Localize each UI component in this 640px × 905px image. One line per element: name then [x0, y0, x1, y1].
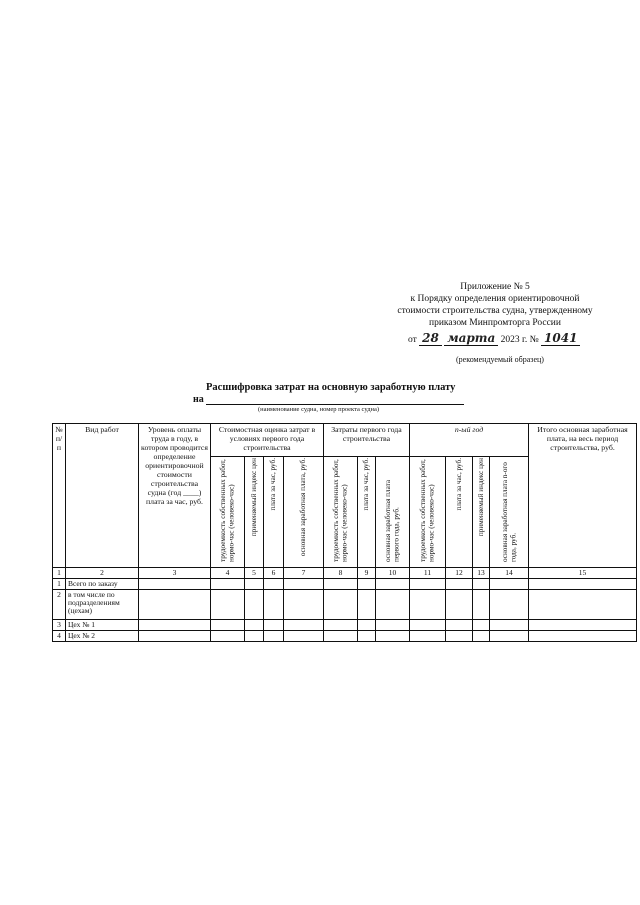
- table-cell: [473, 579, 490, 590]
- table-cell: [529, 579, 637, 590]
- table-cell: [529, 620, 637, 631]
- table-cell: [211, 631, 245, 642]
- table-cell: [473, 590, 490, 620]
- col-number: 8: [324, 568, 358, 579]
- row-number: 4: [53, 631, 66, 642]
- column-number-row: [53, 568, 637, 579]
- table-cell: [211, 590, 245, 620]
- table-cell: [376, 631, 410, 642]
- col-number: 2: [66, 568, 139, 579]
- row-label: Всего по заказу: [66, 579, 139, 590]
- table-cell: [211, 579, 245, 590]
- table-cell: [410, 579, 446, 590]
- table-cell: [490, 631, 529, 642]
- subheader-c4: [211, 457, 245, 568]
- appendix-line-4: приказом Минпромторга России: [429, 318, 561, 328]
- col-number: 4: [211, 568, 245, 579]
- appendix-line-2: к Порядку определения ориентировочной: [410, 294, 580, 304]
- subheader-c7-text: основная заработная плата, руб.: [299, 458, 308, 557]
- table-cell: [264, 579, 284, 590]
- row-number: 3: [53, 620, 66, 631]
- order-number-handwritten: 1041: [541, 331, 580, 346]
- table-cell: [245, 579, 264, 590]
- table-row: [53, 631, 637, 642]
- appendix-line-3: стоимости строительства судна, утвержденному: [397, 306, 593, 316]
- table-cell: [473, 631, 490, 642]
- header-row-1: [53, 424, 637, 457]
- col-number: 5: [245, 568, 264, 579]
- subheader-c10: [376, 457, 410, 568]
- header-work-type: Вид работ: [66, 424, 139, 568]
- date-day-handwritten: 28: [419, 331, 442, 346]
- col-number: 10: [376, 568, 410, 579]
- subheader-c8-text: трудоемкость собственных работ, нормо-час (человеко-час): [332, 459, 349, 562]
- subheader-c9-text: плата за час, руб.: [362, 458, 371, 511]
- header-pay-level: Уровень оплаты труда в году, в котором проводится определение ориентировочной стоимости строительства судна (год ____) плата за час, руб.: [139, 424, 211, 568]
- table-cell: [376, 579, 410, 590]
- row-number: 1: [53, 579, 66, 590]
- table-cell: [446, 590, 473, 620]
- header-total: Итого основная заработная плата, на весь период строительства, руб.: [529, 424, 637, 568]
- table-cell: [410, 590, 446, 620]
- col-number: 13: [473, 568, 490, 579]
- table-cell: [139, 590, 211, 620]
- table-cell: [358, 631, 376, 642]
- col-number: 3: [139, 568, 211, 579]
- date-prefix: от: [408, 335, 417, 345]
- table-cell: [446, 579, 473, 590]
- table-cell: [284, 590, 324, 620]
- subheader-c6: [264, 457, 284, 568]
- table-cell: [284, 620, 324, 631]
- subheader-c4-text: трудоемкость собственных работ, нормо-час (человеко-час): [219, 459, 236, 562]
- table-cell: [139, 620, 211, 631]
- table-cell: [284, 631, 324, 642]
- table-row: [53, 590, 637, 620]
- table-cell: [529, 631, 637, 642]
- table-cell: [264, 620, 284, 631]
- table-cell: [324, 620, 358, 631]
- table-cell: [358, 579, 376, 590]
- subheader-c7: [284, 457, 324, 568]
- subheader-c14: [490, 457, 529, 568]
- wage-cost-table: [52, 423, 637, 642]
- table-cell: [446, 631, 473, 642]
- subheader-c12-text: плата за час, руб.: [454, 458, 463, 511]
- date-year: 2023 г. №: [500, 335, 539, 345]
- table-cell: [324, 579, 358, 590]
- subheader-c14-text: основная заработная плата n-ого года, руб.: [500, 462, 518, 562]
- table-cell: [490, 620, 529, 631]
- subheader-c13-text: применяемый индекс цен: [476, 458, 485, 537]
- subheader-c11: [410, 457, 446, 568]
- table-row: [53, 620, 637, 631]
- vessel-name-caption: (наименование судна, номер проекта судна): [258, 406, 380, 413]
- table-cell: [264, 590, 284, 620]
- order-date-line: [408, 331, 580, 346]
- table-cell: [529, 590, 637, 620]
- table-cell: [211, 620, 245, 631]
- table-cell: [324, 590, 358, 620]
- row-number: 2: [53, 590, 66, 620]
- table-row: [53, 579, 637, 590]
- col-number: 14: [490, 568, 529, 579]
- table-cell: [490, 590, 529, 620]
- subheader-c5: [245, 457, 264, 568]
- table-cell: [245, 590, 264, 620]
- table-cell: [410, 631, 446, 642]
- col-number: 1: [53, 568, 66, 579]
- table-cell: [410, 620, 446, 631]
- col-number: 15: [529, 568, 637, 579]
- appendix-line-1: Приложение № 5: [460, 282, 530, 292]
- subheader-c6-text: плата за час, руб.: [269, 458, 278, 511]
- table-cell: [376, 620, 410, 631]
- subheader-c9: [358, 457, 376, 568]
- header-group-n-year: n-ый год: [410, 424, 529, 457]
- table-cell: [358, 620, 376, 631]
- na-label: на: [193, 394, 204, 405]
- table-cell: [446, 620, 473, 631]
- vessel-name-field-line: [206, 404, 464, 405]
- table-cell: [324, 631, 358, 642]
- table-cell: [358, 590, 376, 620]
- col-number: 11: [410, 568, 446, 579]
- document-title: Расшифровка затрат на основную заработную плату: [206, 382, 456, 393]
- subheader-c13: [473, 457, 490, 568]
- recommended-sample-note: (рекомендуемый образец): [456, 355, 544, 364]
- table-cell: [490, 579, 529, 590]
- date-month-handwritten: марта: [444, 331, 498, 346]
- table-cell: [245, 620, 264, 631]
- col-number: 7: [284, 568, 324, 579]
- subheader-c8: [324, 457, 358, 568]
- col-number: 6: [264, 568, 284, 579]
- table-cell: [139, 631, 211, 642]
- table-cell: [245, 631, 264, 642]
- subheader-c12: [446, 457, 473, 568]
- col-number: 9: [358, 568, 376, 579]
- header-num: № п/п: [53, 424, 66, 568]
- appendix-block: [380, 281, 610, 329]
- table-cell: [264, 631, 284, 642]
- header-group-first-year: Затраты первого года строительства: [324, 424, 410, 457]
- subheader-c5-text: применяемый индекс цен: [249, 458, 258, 537]
- subheader-c10-text: основная заработная плата первого года, руб.: [384, 479, 401, 562]
- table-cell: [139, 579, 211, 590]
- row-label: в том числе по подразделениям (цехам): [66, 590, 139, 620]
- table-cell: [376, 590, 410, 620]
- header-group-estimate: Стоимостная оценка затрат в условиях первого года строительства: [211, 424, 324, 457]
- row-label: Цех № 1: [66, 620, 139, 631]
- table-cell: [473, 620, 490, 631]
- col-number: 12: [446, 568, 473, 579]
- row-label: Цех № 2: [66, 631, 139, 642]
- table-cell: [284, 579, 324, 590]
- subheader-c11-text: трудоемкость собственных работ, нормо-час (человеко-час): [419, 459, 436, 562]
